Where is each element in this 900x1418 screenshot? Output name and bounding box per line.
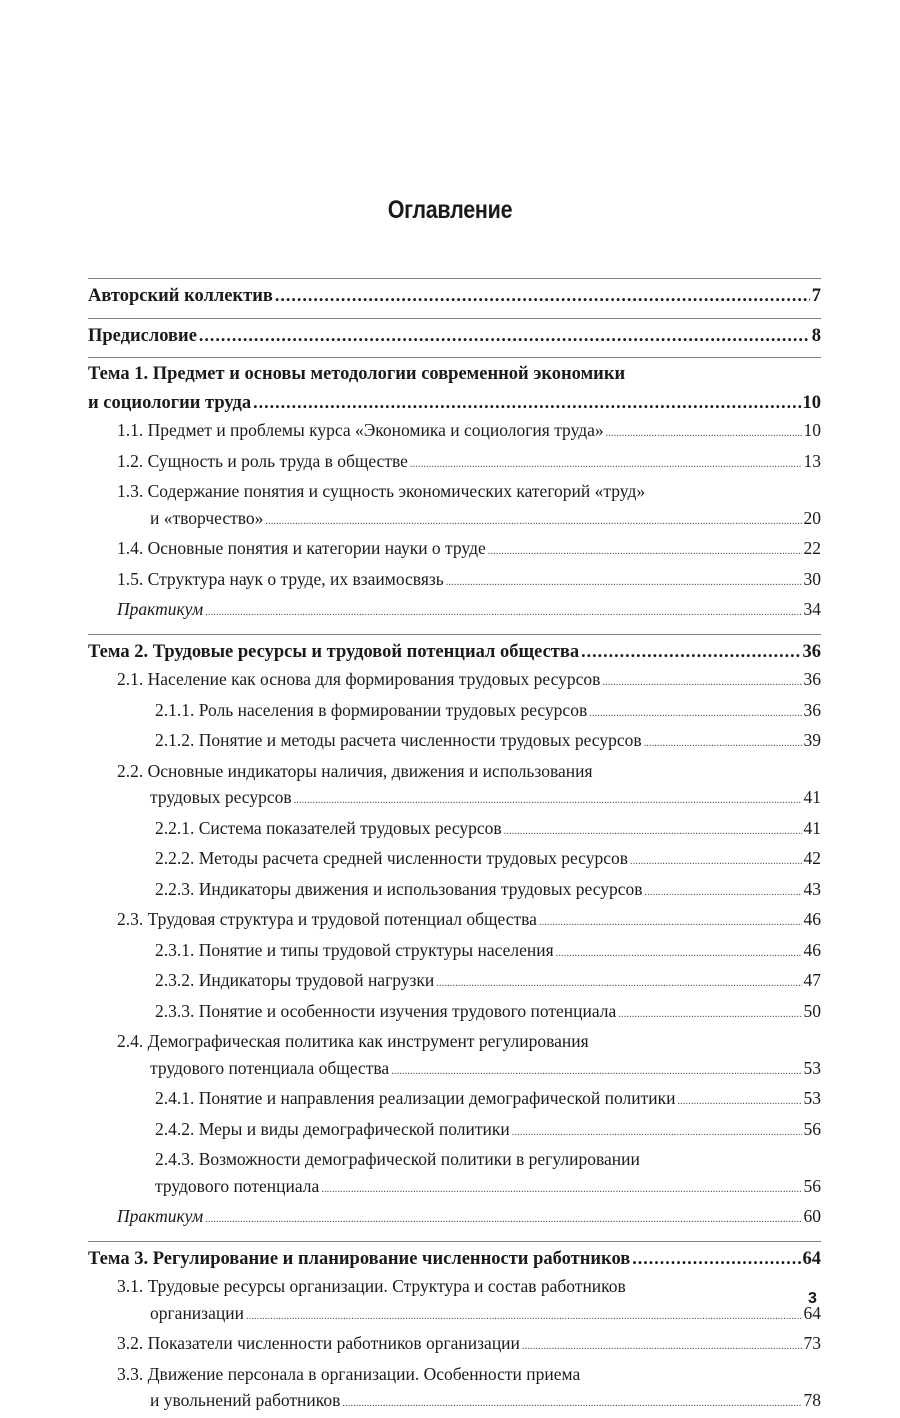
dot-leader [677,1089,801,1116]
entry-title: Авторский коллектив [88,286,273,306]
entry-page: 20 [803,507,821,528]
dot-leader [410,452,802,479]
toc-entry-1-2[interactable] [88,448,821,479]
dot-leader [589,701,801,728]
toc-entry-1-5[interactable] [88,566,821,597]
entry-page: 53 [803,1057,821,1078]
entry-title: 3.2. Показатели численности работников организации [117,1333,520,1353]
entry-title-line2: и социологии труда [88,392,252,413]
entry-title-line1: 2.4.3. Возможности демографической политики в регулировании [155,1149,640,1169]
entry-title: 2.3.1. Понятие и типы трудовой структуры населения [155,939,554,960]
toc-entry-2-3-1[interactable] [88,937,821,968]
toc-entry-2-4-2[interactable] [88,1116,821,1147]
dot-leader [504,819,802,846]
entry-page: 34 [803,599,821,619]
toc-entry-2-2-3[interactable] [88,876,821,907]
entry-page: 8 [811,325,821,346]
entry-title: 2.4.1. Понятие и направления реализации демографической политики [155,1088,676,1108]
entry-title: 2.2.3. Индикаторы движения и использования трудовых ресурсов [155,878,643,899]
dot-leader [645,880,802,907]
entry-title: 2.3.3. Понятие и особенности изучения трудового потенциала [155,1000,617,1021]
entry-title: 2.2.1. Система показателей трудовых ресурсов [155,817,502,838]
entry-page: 22 [803,538,821,558]
entry-title-line2: трудовых ресурсов [150,787,292,807]
entry-page: 64 [802,1248,821,1269]
entry-page: 73 [803,1333,821,1353]
toc-section-topic-3 [88,1241,821,1418]
toc-entry-1-1[interactable] [88,417,821,448]
toc-entry-2-3-2[interactable] [88,967,821,998]
entry-title: 1.5. Структура наук о труде, их взаимосвязь [117,568,444,589]
entry-title: Тема 2. Трудовые ресурсы и трудовой потенциал общества [88,641,580,662]
toc-entry-1-4[interactable] [88,535,821,566]
dot-leader [436,971,801,998]
page-number: 3 [808,1290,817,1307]
dot-leader [522,1334,802,1361]
dot-leader [265,509,801,536]
dot-leader [512,1120,802,1147]
entry-title-line1: Тема 1. Предмет и основы методологии современной экономики [88,364,626,384]
entry-title-line1: 2.4. Демографическая политика как инструмент регулирования [117,1031,589,1051]
entry-title-line2: трудового потенциала [155,1175,320,1196]
toc-entry-3-1[interactable] [88,1273,821,1330]
entry-title-line1: 2.2. Основные индикаторы наличия, движения и использования [117,760,593,781]
toc-section-front [88,278,821,311]
entry-page: 43 [803,878,821,899]
entry-page: 46 [803,909,821,929]
entry-page: 78 [803,1390,821,1410]
dot-leader [630,849,802,876]
entry-title: Тема 3. Регулирование и планирование численности работников [88,1248,631,1269]
entry-page: 39 [803,730,821,750]
entry-page: 41 [803,817,821,838]
table-of-contents [88,278,821,1418]
entry-title-line2: и «творчество» [150,507,264,528]
dot-leader [294,788,802,815]
entry-title: 1.4. Основные понятия и категории науки о труде [117,538,486,558]
toc-entry-2-3[interactable] [88,906,821,937]
dot-leader [199,322,810,350]
toc-section-topic-2 [88,634,821,1234]
dot-leader [275,282,810,310]
entry-title: Практикум [117,1206,204,1226]
entry-page: 36 [803,669,821,689]
entry-page: 41 [803,787,821,807]
toc-entry-2-4-1[interactable] [88,1085,821,1116]
entry-page: 56 [803,1118,821,1139]
dot-leader [644,731,802,758]
entry-title: 1.1. Предмет и проблемы курса «Экономика и социология труда» [117,420,604,440]
toc-entry-2-1[interactable] [88,666,821,697]
toc-entry-1-3[interactable] [88,478,821,535]
toc-entry-3-2[interactable] [88,1330,821,1361]
entry-page: 7 [811,286,821,306]
entry-page: 50 [803,1000,821,1021]
entry-title-line2: трудового потенциала общества [150,1057,390,1078]
toc-entry-topic-1[interactable] [88,361,821,417]
entry-title: 1.2. Сущность и роль труда в обществе [117,450,408,471]
entry-title-line1: 3.3. Движение персонала в организации. Особенности приема [117,1363,581,1384]
dot-leader [205,600,801,627]
toc-entry-3-3[interactable] [88,1361,821,1418]
dot-leader [205,1207,801,1234]
toc-entry-2-2-2[interactable] [88,845,821,876]
entry-page: 13 [803,450,821,471]
entry-page: 60 [803,1206,821,1226]
entry-title: 2.3.2. Индикаторы трудовой нагрузки [155,970,435,990]
toc-entry-2-4[interactable] [88,1028,821,1085]
dot-leader [391,1059,801,1086]
entry-page: 30 [803,568,821,589]
toc-entry-topic-3[interactable] [88,1245,821,1274]
dot-leader [556,941,802,968]
toc-entry-authors[interactable] [88,282,821,311]
toc-entry-topic-2[interactable] [88,638,821,667]
toc-section-preface [88,318,821,351]
dot-leader [321,1177,801,1204]
entry-page: 10 [803,420,821,440]
dot-leader [488,539,802,566]
entry-title: 2.4.2. Меры и виды демографической политики [155,1118,510,1139]
dot-leader [446,570,802,597]
page-title: Оглавление [387,196,513,224]
entry-page: 56 [803,1175,821,1196]
entry-title: Предисловие [88,325,197,346]
entry-title: 2.1. Население как основа для формирования трудовых ресурсов [117,669,601,689]
dot-leader [342,1391,801,1418]
entry-page: 46 [803,939,821,960]
dot-leader [632,1245,800,1273]
toc-entry-2-1-2[interactable] [88,727,821,758]
entry-title: Практикум [117,599,204,619]
entry-title: 2.1.1. Роль населения в формировании трудовых ресурсов [155,699,588,720]
entry-page: 47 [803,970,821,990]
toc-entry-preface[interactable] [88,322,821,351]
dot-leader [253,389,800,417]
toc-section-topic-1 [88,357,821,627]
entry-title-line1: 3.1. Трудовые ресурсы организации. Структура и состав работников [117,1276,626,1296]
entry-title: 2.3. Трудовая структура и трудовой потенциал общества [117,909,537,929]
toc-entry-2-3-3[interactable] [88,998,821,1029]
entry-page: 36 [803,699,821,720]
dot-leader [618,1002,801,1029]
dot-leader [581,638,800,666]
toc-entry-2-1-1[interactable] [88,697,821,728]
entry-title-line2: и увольнений работников [150,1390,341,1410]
entry-page: 10 [802,392,821,413]
dot-leader [606,421,802,448]
toc-entry-2-4-3[interactable] [88,1146,821,1203]
entry-page: 64 [803,1302,821,1323]
toc-entry-2-2-1[interactable] [88,815,821,846]
entry-page: 42 [803,848,821,868]
entry-page: 36 [802,641,821,662]
dot-leader [602,670,801,697]
entry-title-line2: организации [150,1302,244,1323]
toc-entry-practicum-1[interactable] [88,596,821,627]
entry-page: 53 [803,1088,821,1108]
toc-entry-2-2[interactable] [88,758,821,815]
dot-leader [246,1304,802,1331]
entry-title-line1: 1.3. Содержание понятия и сущность экономических категорий «труд» [117,481,646,501]
entry-title: 2.1.2. Понятие и методы расчета численности трудовых ресурсов [155,730,642,750]
entry-title: 2.2.2. Методы расчета средней численности трудовых ресурсов [155,848,628,868]
dot-leader [539,910,802,937]
toc-entry-practicum-2[interactable] [88,1203,821,1234]
